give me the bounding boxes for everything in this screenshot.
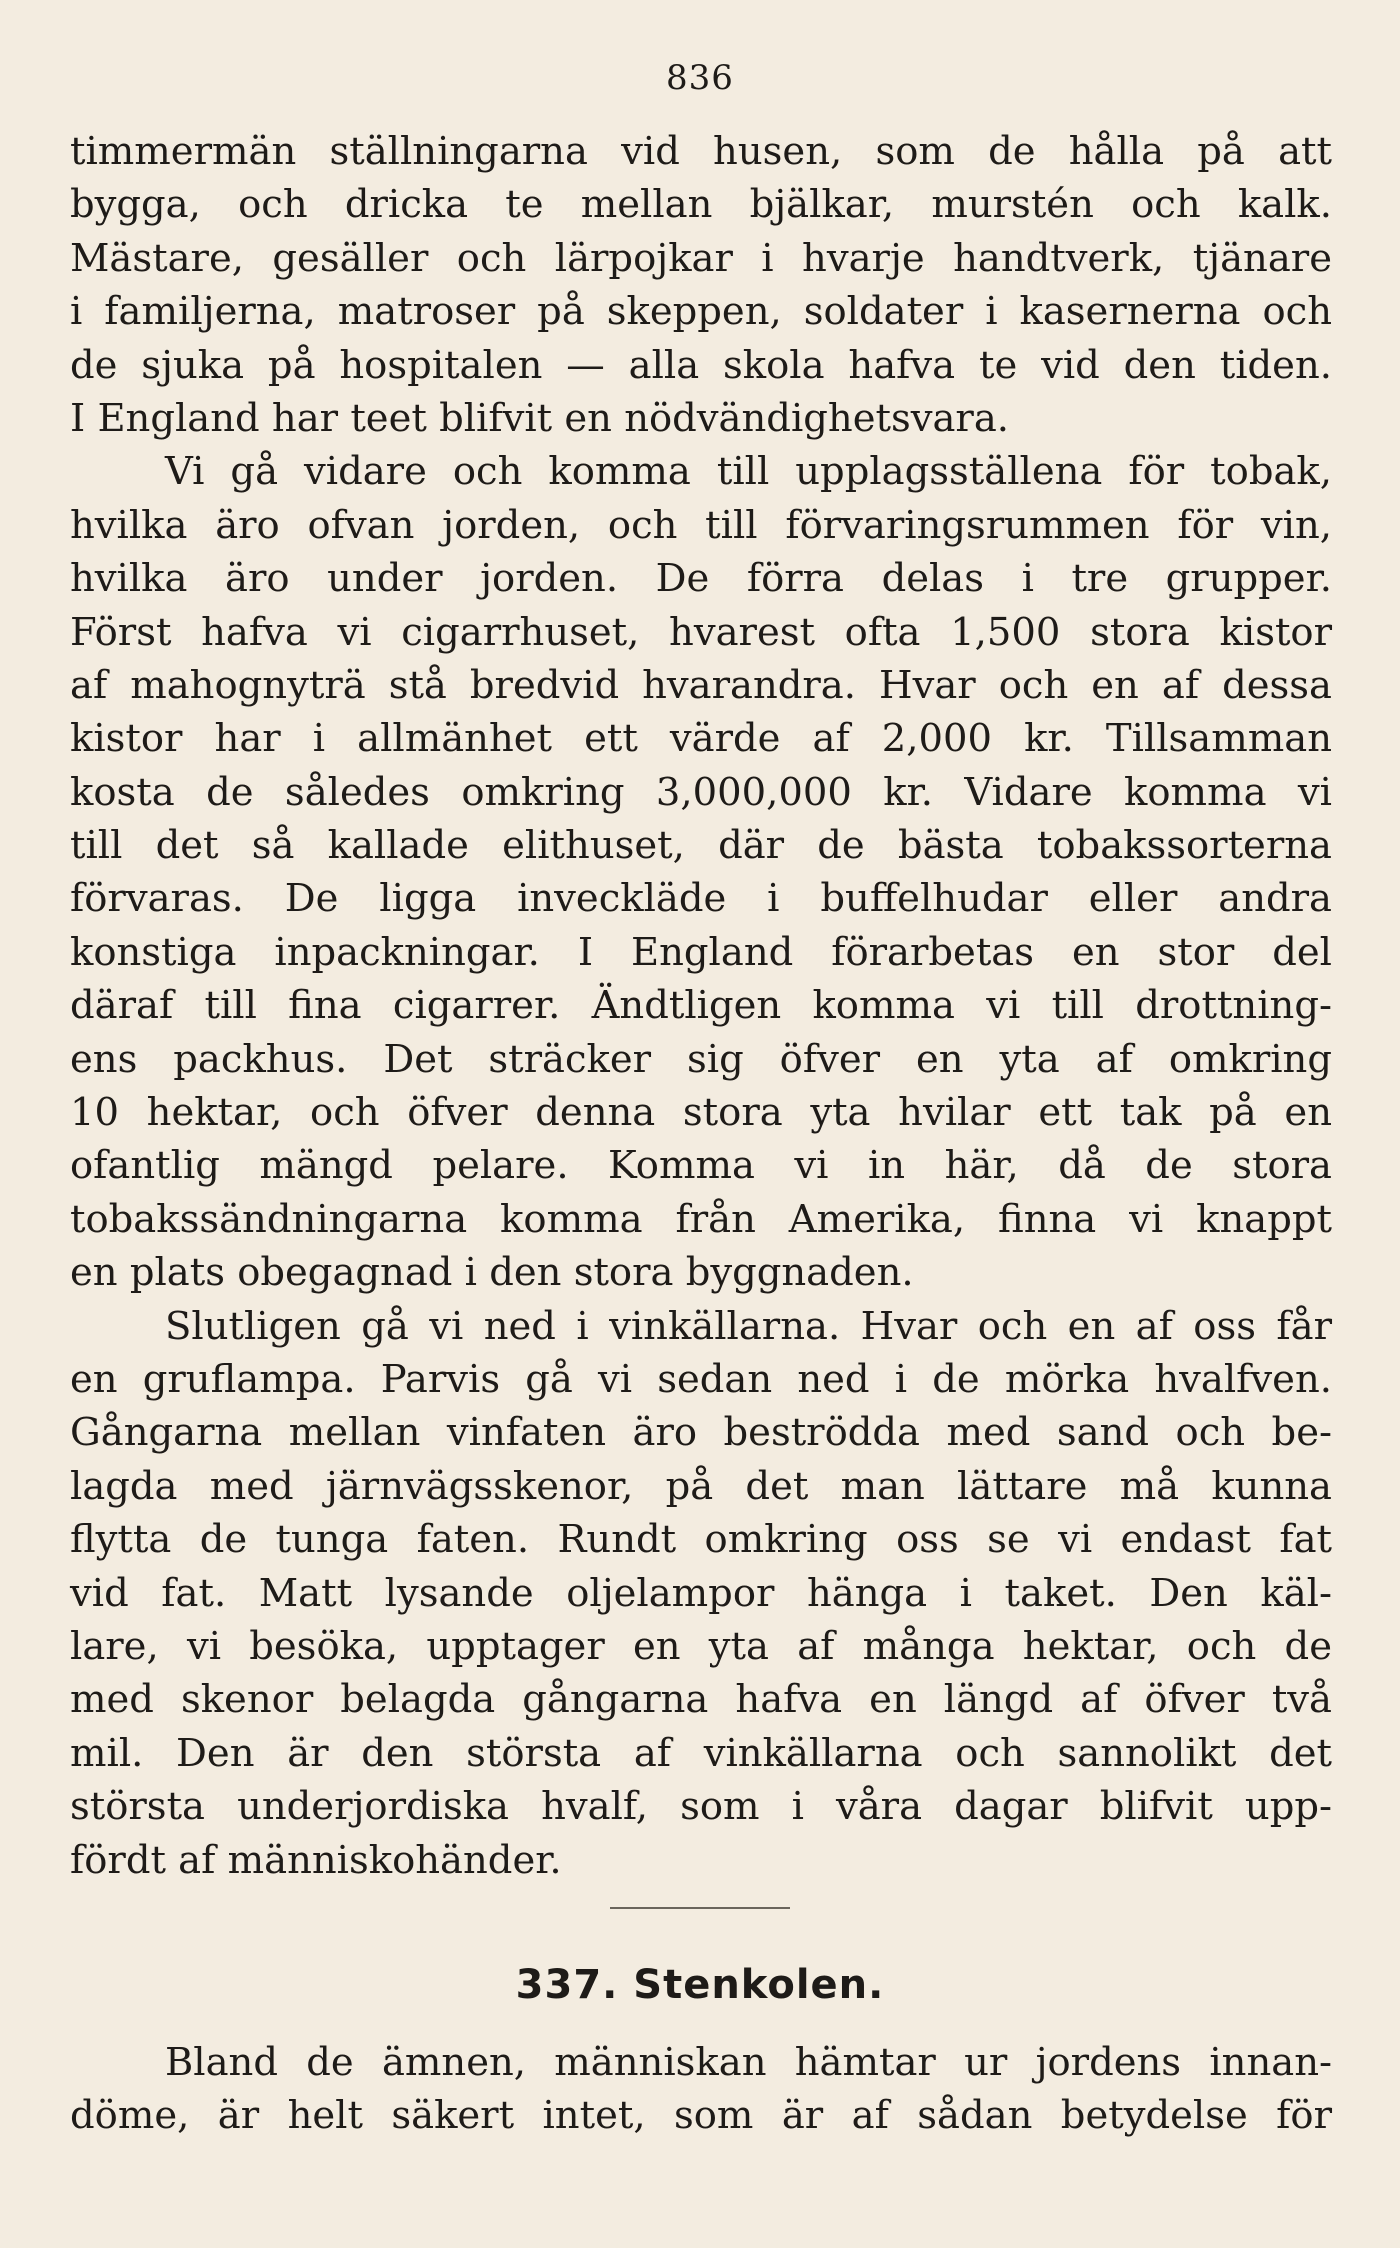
paragraph-tea — [70, 125, 1332, 445]
text-line: fördt af människohänder. — [70, 1837, 562, 1883]
text-line: tobakssändningarna komma från Amerika, finna vi knappt — [70, 1196, 1332, 1242]
text-line: lare, vi besöka, upptager en yta af många hektar, och de — [70, 1623, 1332, 1669]
text-line: med skenor belagda gångarna hafva en längd af öfver två — [70, 1677, 1332, 1723]
text-line: Slutligen gå vi ned i vinkällarna. Hvar och en af oss får — [165, 1303, 1332, 1349]
page-number: 836 — [666, 58, 734, 98]
text-line: 10 hektar, och öfver denna stora yta hvilar ett tak på en — [70, 1090, 1332, 1136]
text-line: en gruflampa. Parvis gå vi sedan ned i de mörka hvalfven. — [70, 1356, 1332, 1402]
text-line: mil. Den är den största af vinkällarna och sannolikt det — [70, 1730, 1332, 1776]
section-heading: 337. Stenkolen. — [515, 1962, 885, 2008]
text-line: Gångarna mellan vinfaten äro beströdda med sand och be- — [70, 1410, 1332, 1456]
text-line: kistor har i allmänhet ett värde af 2,000 kr. Tillsamman — [70, 716, 1332, 762]
text-line: lagda med järnvägsskenor, på det man lättare må kunna — [70, 1463, 1332, 1509]
text-line: af mahognyträ stå bredvid hvarandra. Hvar och en af dessa — [70, 662, 1332, 708]
text-line: hvilka äro under jorden. De förra delas i tre grupper. — [70, 556, 1332, 602]
section-text — [70, 2036, 1332, 2143]
text-line: I England har teet blifvit en nödvändighetsvara. — [70, 395, 1010, 441]
text-line: Bland de ämnen, människan hämtar ur jordens innan- — [165, 2040, 1332, 2085]
text-line: största underjordiska hvalf, som i våra dagar blifvit upp- — [70, 1784, 1332, 1830]
text-line: till det så kallade elithuset, där de bästa tobakssorterna — [70, 823, 1332, 869]
text-line: Vi gå vidare och komma till upplagsställena för tobak, — [165, 449, 1332, 495]
text-line: vid fat. Matt lysande oljelampor hänga i taket. Den käl- — [70, 1570, 1332, 1616]
text-line: däraf till fina cigarrer. Ändtligen komma vi till drottning- — [70, 983, 1332, 1029]
text-line: ofantlig mängd pelare. Komma vi in här, då de stora — [70, 1143, 1332, 1189]
text-line: döme, är helt säkert intet, som är af sådan betydelse för — [70, 2093, 1332, 2139]
text-line: konstiga inpackningar. I England förarbetas en stor del — [70, 929, 1332, 975]
text-line: hvilka äro ofvan jorden, och till förvaringsrummen för vin, — [70, 502, 1332, 548]
section-divider — [610, 1907, 790, 1909]
text-line: en plats obegagnad i den stora byggnaden. — [70, 1250, 914, 1296]
main-text — [70, 125, 1332, 1887]
paragraph-coal — [70, 2036, 1332, 2143]
paragraph-wine-cellars — [70, 1300, 1332, 1887]
text-line: Först hafva vi cigarrhuset, hvarest ofta 1,500 stora kistor — [70, 609, 1332, 655]
text-line: flytta de tunga faten. Rundt omkring oss se vi endast fat — [70, 1517, 1332, 1563]
paragraph-tobacco — [70, 445, 1332, 1299]
text-line: Mästare, gesäller och lärpojkar i hvarje handtverk, tjänare — [70, 235, 1332, 281]
text-line: bygga, och dricka te mellan bjälkar, murstén och kalk. — [70, 182, 1332, 228]
text-line: de sjuka på hospitalen — alla skola hafva te vid den tiden. — [70, 342, 1332, 388]
text-line: timmermän ställningarna vid husen, som de hålla på att — [70, 129, 1332, 174]
text-line: ens packhus. Det sträcker sig öfver en yta af omkring — [70, 1036, 1332, 1082]
text-line: i familjerna, matroser på skeppen, soldater i kasernerna och — [70, 289, 1332, 335]
text-line: kosta de således omkring 3,000,000 kr. Vidare komma vi — [70, 769, 1332, 815]
text-line: förvaras. De ligga inveckläde i buffelhudar eller andra — [70, 876, 1332, 922]
